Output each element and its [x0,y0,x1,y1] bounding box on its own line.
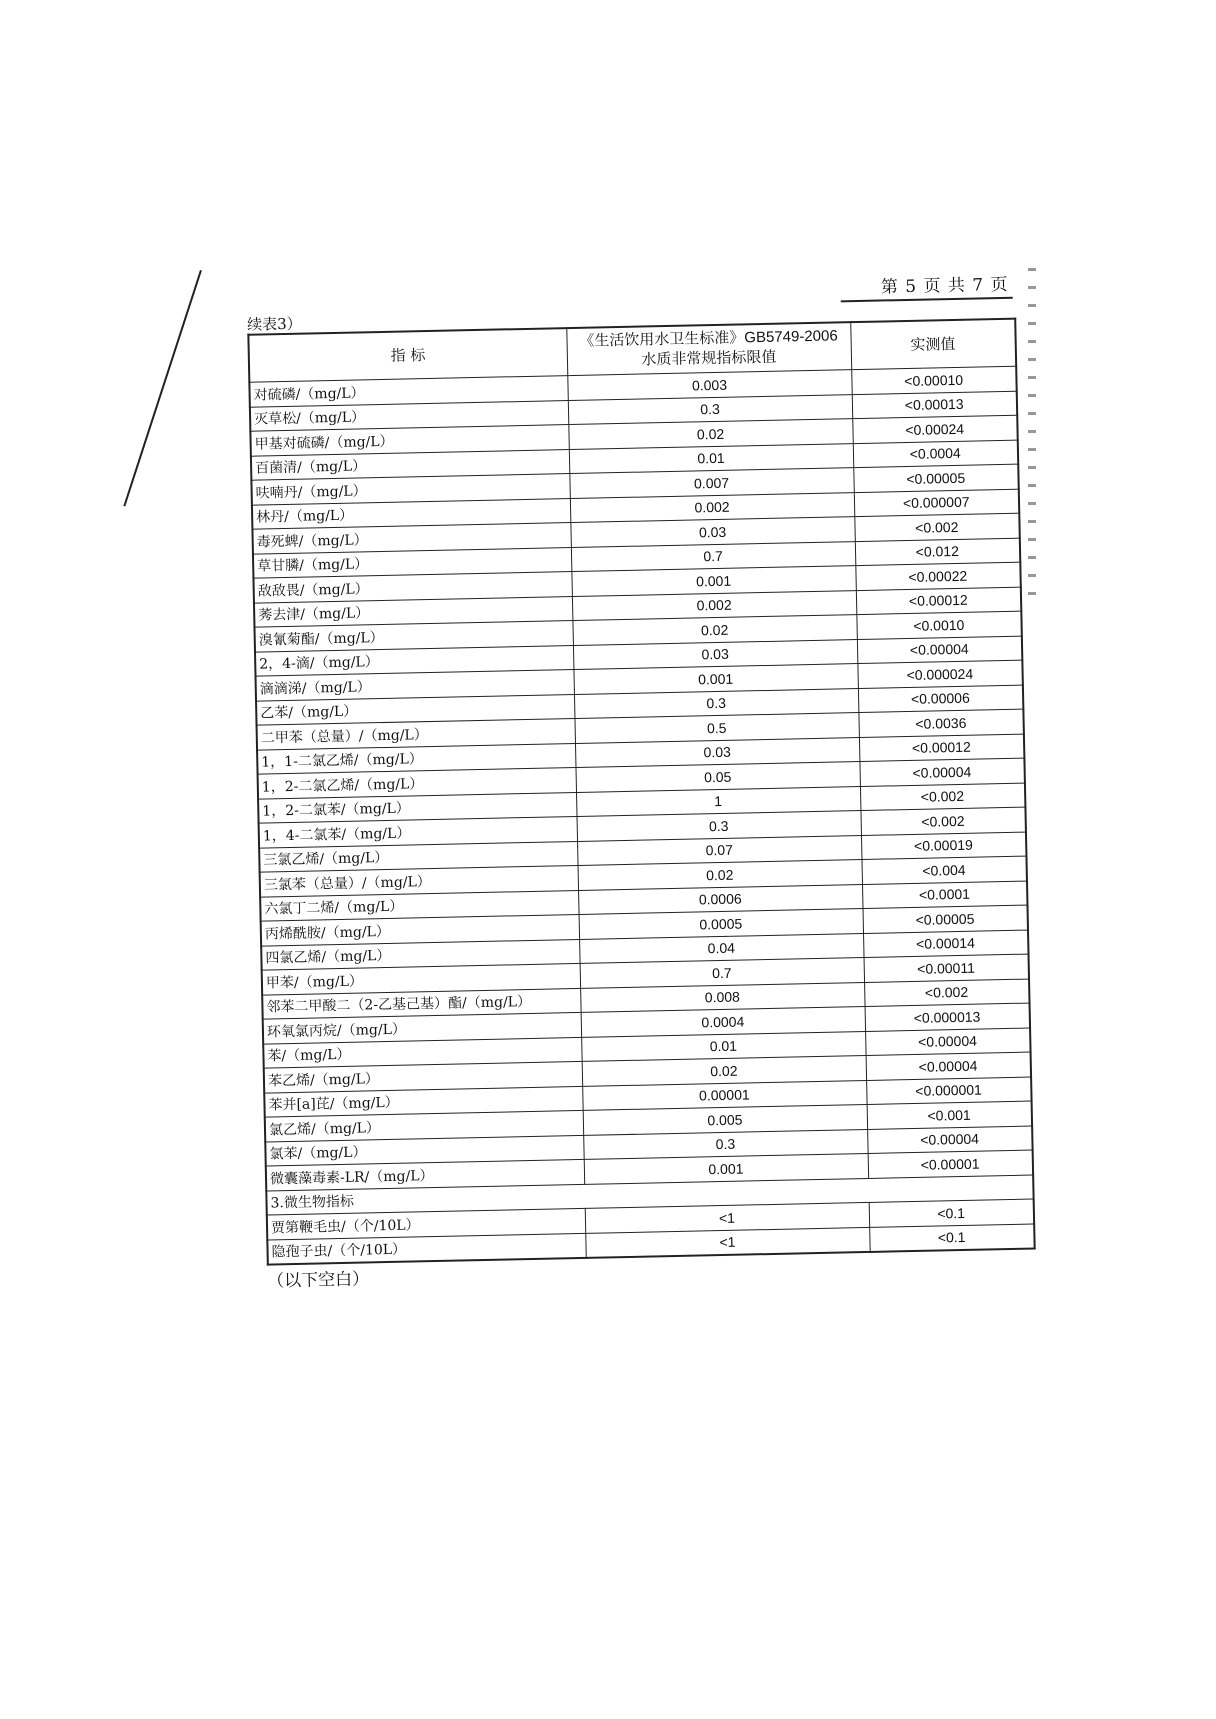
limit-cell: 0.002 [572,590,856,620]
indicator-cell: 三氯苯（总量）/（mg/L） [260,865,578,896]
measured-cell: <0.00022 [855,562,1020,590]
limit-cell: 1 [576,786,860,816]
indicator-cell: 乙苯/（mg/L） [256,694,574,725]
measured-cell: <0.000013 [865,1003,1030,1031]
indicator-cell: 甲苯/（mg/L） [262,963,580,994]
measured-cell: <0.002 [860,807,1025,835]
report-sheet [236,253,1026,1292]
indicator-cell: 1，2-二氯乙烯/（mg/L） [258,767,576,798]
measured-cell: <0.00004 [867,1126,1032,1154]
limit-cell: 0.003 [567,370,851,400]
limit-cell: 0.001 [573,664,857,694]
measured-cell: <0.00012 [859,734,1024,762]
limit-cell: 0.02 [568,419,852,449]
table-body [249,366,1034,1264]
limit-cell: 0.03 [570,517,854,547]
indicator-cell: 苯/（mg/L） [263,1037,581,1068]
limit-cell: 0.03 [573,639,857,669]
measured-cell: <0.002 [860,783,1025,811]
limit-cell: <1 [585,1227,869,1258]
measured-cell: <0.00005 [863,905,1028,933]
measured-cell: <0.002 [864,979,1029,1007]
indicator-cell: 林丹/（mg/L） [252,498,570,529]
measured-cell: <0.0001 [862,881,1027,909]
measured-cell: <0.00014 [863,930,1028,958]
measured-cell: <0.000024 [857,660,1022,688]
limit-cell: 0.0006 [578,884,862,914]
indicator-cell: 氯乙烯/（mg/L） [265,1110,583,1141]
indicator-cell: 1，2-二氯苯/（mg/L） [258,792,576,823]
indicator-cell: 莠去津/（mg/L） [254,596,572,627]
limit-cell: 0.04 [579,933,863,963]
limit-cell: 0.3 [583,1129,867,1159]
measured-cell: <0.002 [854,513,1019,541]
indicator-cell: 2，4-滴/（mg/L） [255,645,573,676]
limit-cell: 0.3 [574,688,858,718]
indicator-cell: 丙烯酰胺/（mg/L） [261,914,579,945]
indicator-cell: 隐孢子虫/（个/10L） [267,1233,585,1265]
indicator-cell: 1，1-二氯乙烯/（mg/L） [257,743,575,774]
header-measured-value: 实测值 [850,319,1016,370]
indicator-cell: 苯并[a]芘/（mg/L） [264,1086,582,1117]
limit-cell: 0.001 [584,1153,868,1183]
limit-cell: 0.3 [568,394,852,424]
indicator-cell: 对硫磷/（mg/L） [249,376,567,407]
indicator-cell: 四氯乙烯/（mg/L） [261,939,579,970]
limit-cell: 0.05 [575,762,859,792]
measured-cell: <0.001 [867,1101,1032,1129]
measured-cell: <0.00010 [851,366,1016,394]
indicator-cell: 溴氰菊酯/（mg/L） [254,621,572,652]
indicator-cell: 氯苯/（mg/L） [265,1135,583,1166]
indicator-cell: 滴滴涕/（mg/L） [256,670,574,701]
footer-note: （以下空白） [266,1269,370,1292]
limit-cell: 0.00001 [582,1080,866,1110]
indicator-cell: 甲基对硫磷/（mg/L） [250,425,568,456]
limit-cell: 0.002 [570,492,854,522]
header-standard-limit [566,322,851,375]
measured-cell: <0.00004 [866,1052,1031,1080]
section-heading-microbial: 3.微生物指标 [266,1175,1033,1216]
header-standard-line1: 《生活饮用水卫生标准》GB5749-2006 [579,327,838,350]
limit-cell: 0.0005 [579,909,863,939]
measured-cell: <0.0004 [853,440,1018,468]
measured-cell: <0.00019 [861,832,1026,860]
limit-cell: 0.008 [580,982,864,1012]
measured-cell: <0.00011 [864,954,1029,982]
measured-cell: <0.000001 [866,1077,1031,1105]
limit-cell: 0.07 [577,835,861,865]
limit-cell: 0.02 [578,860,862,890]
measured-cell: <0.1 [869,1199,1034,1227]
indicator-cell: 敌敌畏/（mg/L） [253,572,571,603]
indicator-cell: 苯乙烯/（mg/L） [264,1061,582,1092]
indicator-cell: 环氧氯丙烷/（mg/L） [263,1012,581,1043]
limit-cell: 0.005 [583,1104,867,1134]
measured-cell: <0.00006 [858,685,1023,713]
limit-cell: 0.7 [580,958,864,988]
measured-cell: <0.0036 [858,709,1023,737]
indicator-cell: 微囊藻毒素-LR/（mg/L） [266,1159,584,1190]
indicator-cell: 贾第鞭毛虫/（个/10L） [267,1208,585,1239]
measured-cell: <0.00012 [856,587,1021,615]
measured-cell: <0.012 [855,538,1020,566]
header-indicator: 指 标 [248,328,567,382]
measured-cell: <0.00004 [865,1028,1030,1056]
measured-cell: <0.00024 [852,415,1017,443]
measured-cell: <0.00005 [853,464,1018,492]
measured-cell: <0.00004 [857,636,1022,664]
indicator-cell: 1，4-二氯苯/（mg/L） [259,816,577,847]
measured-cell: <0.00013 [852,391,1017,419]
indicator-cell: 灭草松/（mg/L） [250,400,568,431]
scan-edge-marks [1028,262,1036,602]
water-quality-table [247,318,1035,1266]
indicator-cell: 六氯丁二烯/（mg/L） [260,890,578,921]
measured-cell: <0.00001 [868,1150,1033,1178]
limit-cell: 0.02 [582,1055,866,1085]
limit-cell: 0.02 [572,615,856,645]
indicator-cell: 毒死蜱/（mg/L） [252,523,570,554]
limit-cell: 0.3 [577,811,861,841]
measured-cell: <0.1 [869,1223,1034,1251]
limit-cell: 0.7 [571,541,855,571]
limit-cell: 0.0004 [581,1006,865,1036]
indicator-cell: 呋喃丹/（mg/L） [251,474,569,505]
measured-cell: <0.00004 [859,758,1024,786]
limit-cell: 0.01 [581,1031,865,1061]
indicator-cell: 二甲苯（总量）/（mg/L） [257,719,575,750]
measured-cell: <0.000007 [854,489,1019,517]
measured-cell: <0.004 [861,856,1026,884]
header-standard-line2: 水质非常规指标限值 [641,348,777,369]
indicator-cell: 邻苯二甲酸二（2-乙基己基）酯/（mg/L） [262,988,580,1019]
limit-cell: 0.01 [569,443,853,473]
indicator-cell: 三氯乙烯/（mg/L） [259,841,577,872]
continuation-label: 续表3） [246,314,302,334]
limit-cell: 0.03 [575,737,859,767]
page-number: 第 5 页 共 7 页 [841,270,1013,303]
limit-cell: 0.001 [571,566,855,596]
limit-cell: <1 [585,1202,869,1232]
indicator-cell: 草甘膦/（mg/L） [253,547,571,578]
measured-cell: <0.0010 [856,611,1021,639]
limit-cell: 0.007 [569,468,853,498]
scan-diagonal-stroke [123,270,202,506]
limit-cell: 0.5 [574,713,858,743]
indicator-cell: 百菌清/（mg/L） [251,449,569,480]
